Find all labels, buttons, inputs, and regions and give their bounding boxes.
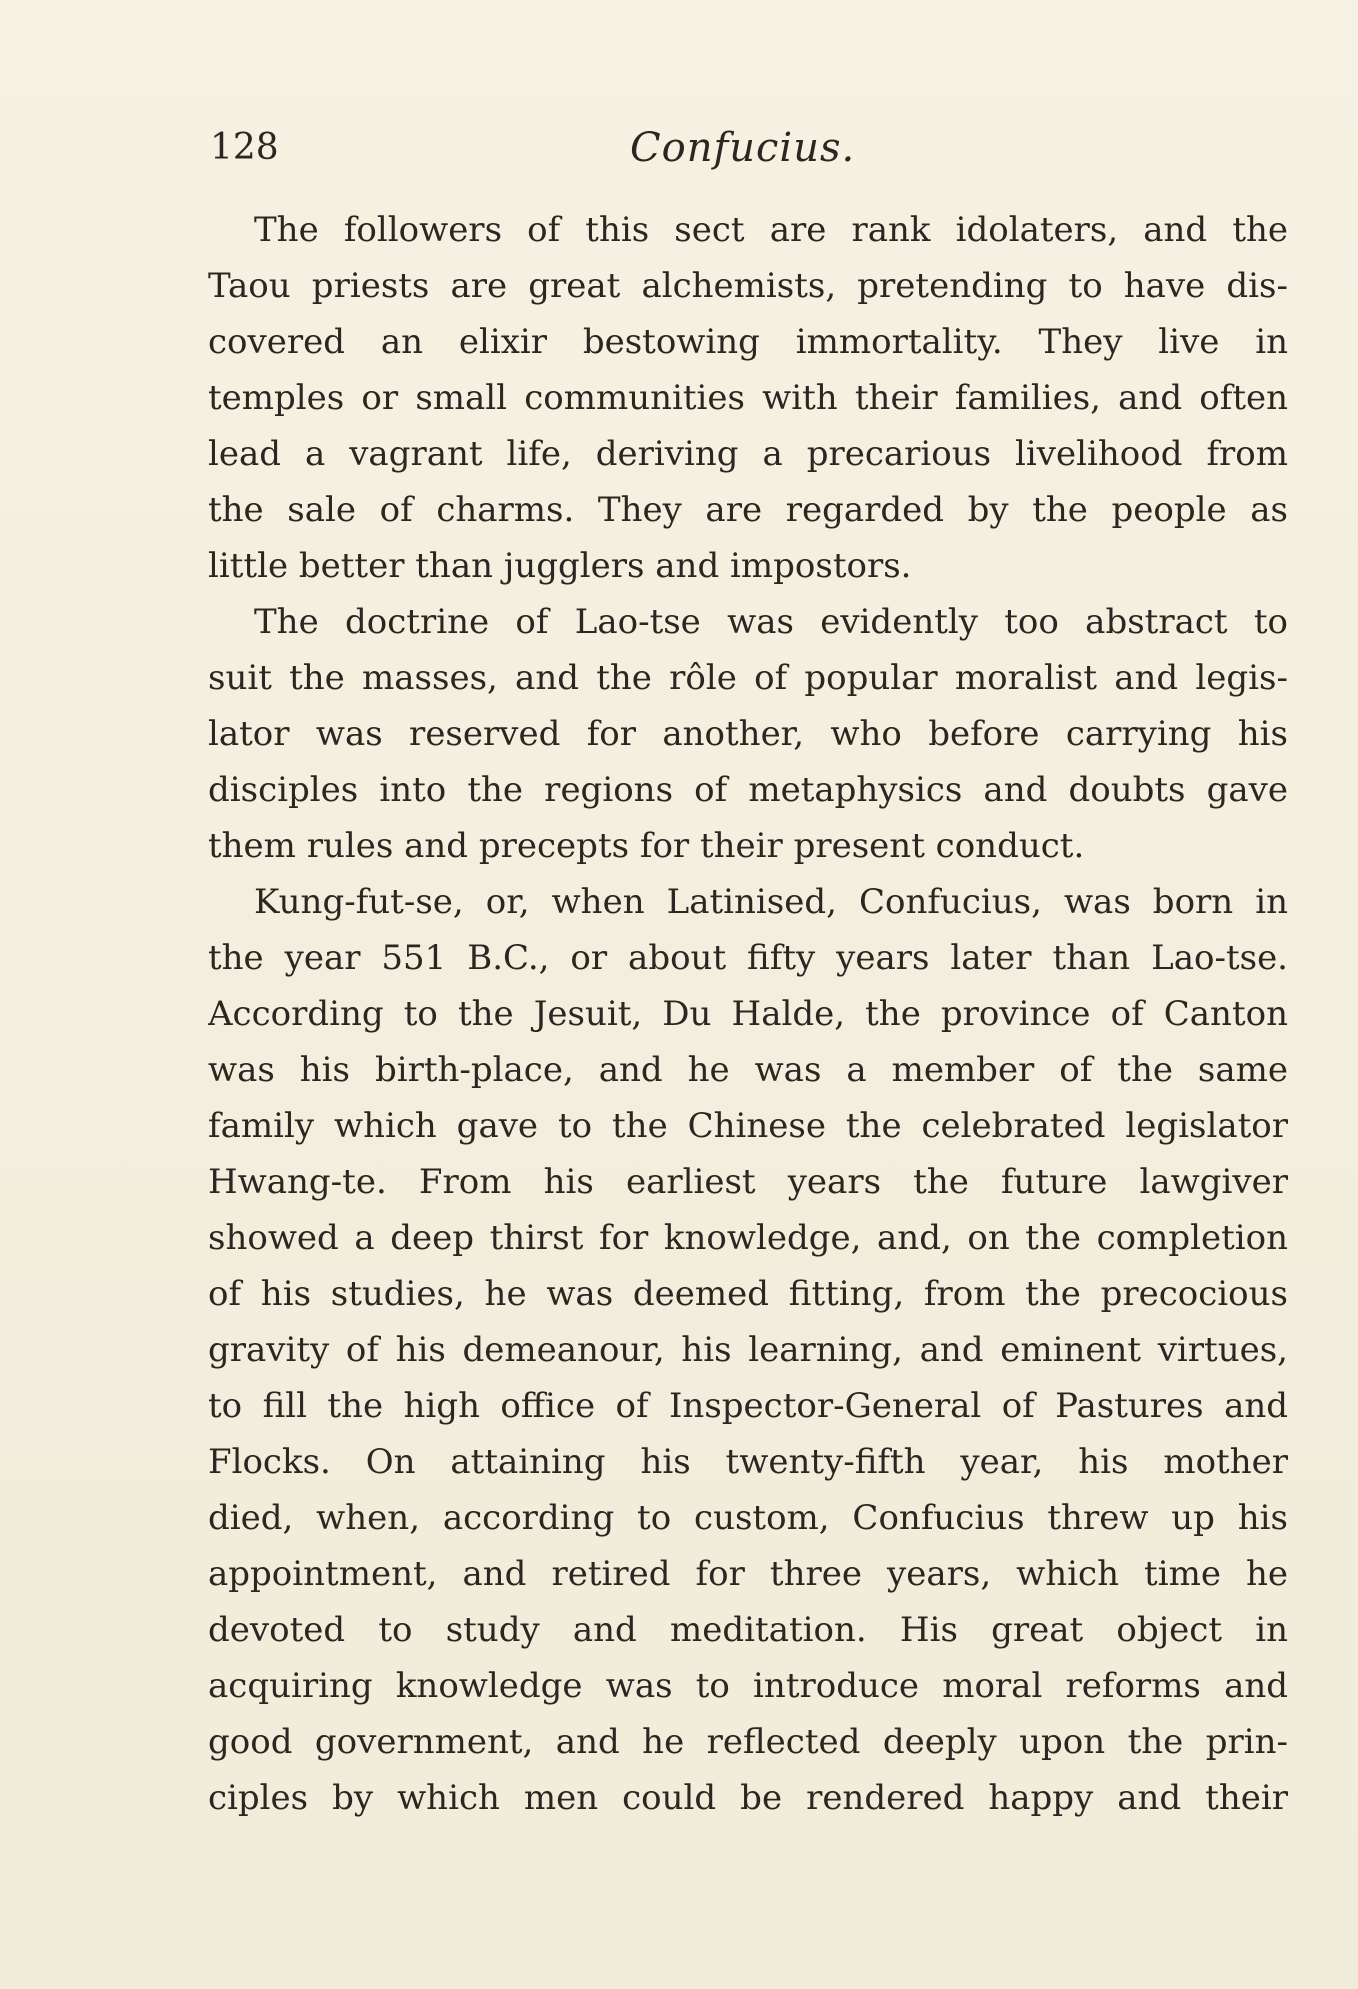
- text-line: temples or small communities with their families, and often: [208, 378, 1288, 418]
- text-line: The doctrine of Lao-tse was evidently too abstract to: [254, 602, 1288, 642]
- text-line: good government, and he reflected deeply upon the prin-: [208, 1722, 1288, 1762]
- text-line: them rules and precepts for their present conduct.: [208, 826, 1085, 866]
- text-line: According to the Jesuit, Du Halde, the province of Canton: [208, 994, 1288, 1034]
- text-line: Hwang-te. From his earliest years the future lawgiver: [208, 1162, 1288, 1202]
- text-line: ciples by which men could be rendered happy and their: [208, 1778, 1288, 1818]
- text-line: devoted to study and meditation. His great object in: [208, 1610, 1288, 1650]
- text-line: Flocks. On attaining his twenty-fifth year, his mother: [208, 1442, 1288, 1482]
- text-line: Kung-fut-se, or, when Latinised, Confucius, was born in: [254, 882, 1288, 922]
- text-line: of his studies, he was deemed fitting, from the precocious: [208, 1274, 1288, 1314]
- text-line: family which gave to the Chinese the celebrated legislator: [208, 1106, 1288, 1146]
- text-line: was his birth-place, and he was a member of the same: [208, 1050, 1288, 1090]
- text-line: gravity of his demeanour, his learning, and eminent virtues,: [208, 1330, 1288, 1370]
- text-line: to fill the high office of Inspector-General of Pastures and: [208, 1386, 1288, 1426]
- body-text: [208, 202, 1288, 1826]
- text-line: covered an elixir bestowing immortality. They live in: [208, 322, 1288, 362]
- text-line: the sale of charms. They are regarded by the people as: [208, 490, 1288, 530]
- text-line: showed a deep thirst for knowledge, and, on the completion: [208, 1218, 1288, 1258]
- text-line: lead a vagrant life, deriving a precarious livelihood from: [208, 434, 1288, 474]
- text-line: the year 551 B.C., or about fifty years later than Lao-tse.: [208, 938, 1288, 978]
- text-line: The followers of this sect are rank idolaters, and the: [254, 210, 1288, 250]
- page-number: 128: [210, 127, 279, 168]
- text-line: lator was reserved for another, who before carrying his: [208, 714, 1288, 754]
- text-line: Taou priests are great alchemists, pretending to have dis-: [208, 266, 1288, 306]
- running-head: [210, 118, 856, 178]
- text-line: disciples into the regions of metaphysics and doubts gave: [208, 770, 1288, 810]
- text-line: died, when, according to custom, Confucius threw up his: [208, 1498, 1288, 1538]
- text-line: suit the masses, and the rôle of popular moralist and legis-: [208, 658, 1288, 698]
- text-line: appointment, and retired for three years, which time he: [208, 1554, 1288, 1594]
- text-line: little better than jugglers and impostors.: [208, 546, 912, 586]
- text-line: acquiring knowledge was to introduce moral reforms and: [208, 1666, 1288, 1706]
- running-title: Confucius.: [630, 125, 856, 171]
